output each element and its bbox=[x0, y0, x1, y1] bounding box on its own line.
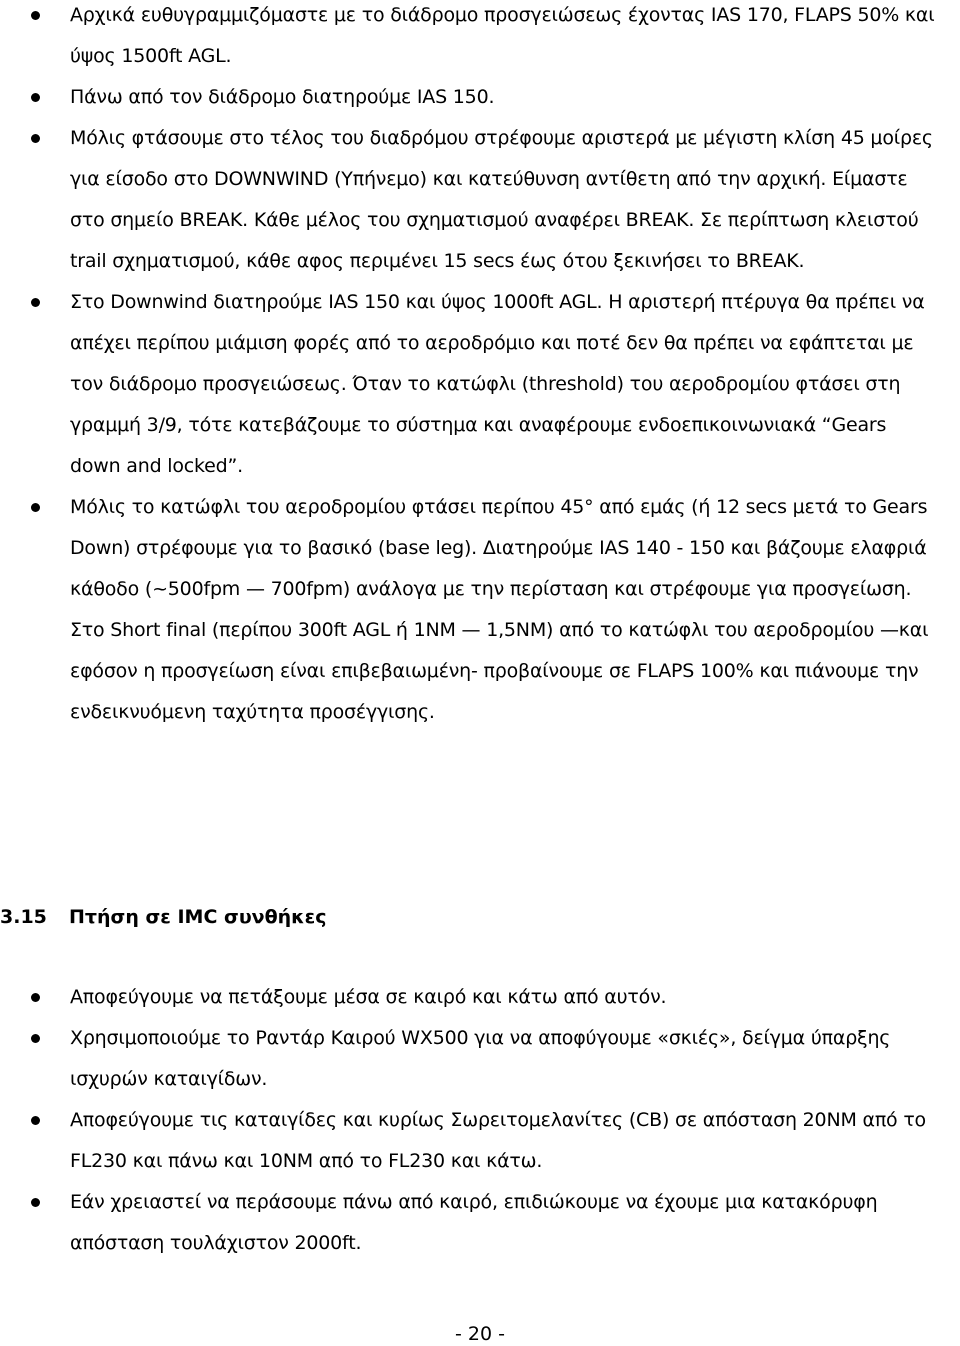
bullet-icon bbox=[31, 993, 40, 1002]
bullet-icon bbox=[31, 1034, 40, 1043]
list-item-text: Αποφεύγουμε να πετάξουμε μέσα σε καιρό και κάτω από αυτόν. bbox=[70, 986, 667, 1008]
list-item-text: Χρησιμοποιούμε το Ραντάρ Καιρού WX500 για να αποφύγουμε «σκιές», δείγμα ύπαρξης ισχυρών καταιγίδων. bbox=[70, 1027, 891, 1090]
section-number: 3.15 bbox=[0, 906, 47, 928]
bullet-icon bbox=[31, 1116, 40, 1125]
bullet-icon bbox=[31, 1198, 40, 1207]
bullet-icon bbox=[31, 11, 40, 20]
bullet-icon bbox=[31, 93, 40, 102]
list-item-text: Μόλις το κατώφλι του αεροδρομίου φτάσει περίπου 45° από εμάς (ή 12 secs μετά το Gears Down) στρέφουμε για το βασικό (base leg). Διατηρούμε IAS 140 - 150 και βάζουμε ελαφριά κάθοδο (~500fpm — 700fpm) ανάλογα με την περίσταση και στρέφουμε για προσγείωση. Στο Short final (περίπου 300ft AGL ή 1NM — 1,5NM) από το κατώφλι του αεροδρομίου —και εφόσον η προσγείωση είναι επιβεβαιωμένη- προβαίνουμε σε FLAPS 100% και πιάνουμε την ενδεικνυόμενη ταχύτητα προσέγγισης. bbox=[70, 496, 929, 723]
list-item-text: Αρχικά ευθυγραμμιζόμαστε με το διάδρομο προσγειώσεως έχοντας IAS 170, FLAPS 50% και ύψος 1500ft AGL. bbox=[70, 4, 935, 67]
bullet-icon bbox=[31, 503, 40, 512]
list-item-text: Στο Downwind διατηρούμε IAS 150 και ύψος 1000ft AGL. Η αριστερή πτέρυγα θα πρέπει να απέχει περίπου μιάμιση φορές από το αεροδρόμιο και ποτέ δεν θα πρέπει να εφάπτεται με τον διάδρομο προσγειώσεως. Όταν το κατώφλι (threshold) του αεροδρομίου φτάσει στη γραμμή 3/9, τότε κατεβάζουμε το σύστημα και αναφέρουμε ενδοεπικοινωνιακά “Gears down and locked”. bbox=[70, 291, 925, 477]
section-heading bbox=[0, 902, 327, 932]
list-item bbox=[70, 487, 942, 733]
bullet-list-approach bbox=[70, 0, 942, 733]
list-item bbox=[70, 0, 942, 77]
list-item-text: Αποφεύγουμε τις καταιγίδες και κυρίως Σωρειτομελανίτες (CB) σε απόσταση 20NM από το FL230 και πάνω και 10NM από το FL230 και κάτω. bbox=[70, 1109, 926, 1172]
list-item bbox=[70, 118, 942, 282]
list-item-text: Πάνω από τον διάδρομο διατηρούμε IAS 150. bbox=[70, 86, 495, 108]
list-item bbox=[70, 1018, 942, 1100]
list-item bbox=[70, 1100, 942, 1182]
bullet-icon bbox=[31, 298, 40, 307]
list-item-text: Εάν χρειαστεί να περάσουμε πάνω από καιρό, επιδιώκουμε να έχουμε μια κατακόρυφη απόσταση τουλάχιστον 2000ft. bbox=[70, 1191, 878, 1254]
bullet-list-imc bbox=[70, 977, 942, 1264]
list-item bbox=[70, 977, 942, 1018]
section-title: Πτήση σε IMC συνθήκες bbox=[69, 906, 327, 928]
page-number: - 20 - bbox=[455, 1323, 505, 1345]
list-item bbox=[70, 1182, 942, 1264]
list-item bbox=[70, 77, 942, 118]
list-item bbox=[70, 282, 942, 487]
list-item-text: Μόλις φτάσουμε στο τέλος του διαδρόμου στρέφουμε αριστερά με μέγιστη κλίση 45 μοίρες για είσοδο στο DOWNWIND (Υπήνεμο) και κατεύθυνση αντίθετη από την αρχική. Είμαστε στο σημείο BREAK. Κάθε μέλος του σχηματισμού αναφέρει BREAK. Σε περίπτωση κλειστού trail σχηματισμού, κάθε αφος περιμένει 15 secs έως ότου ξεκινήσει το BREAK. bbox=[70, 127, 933, 272]
bullet-icon bbox=[31, 134, 40, 143]
